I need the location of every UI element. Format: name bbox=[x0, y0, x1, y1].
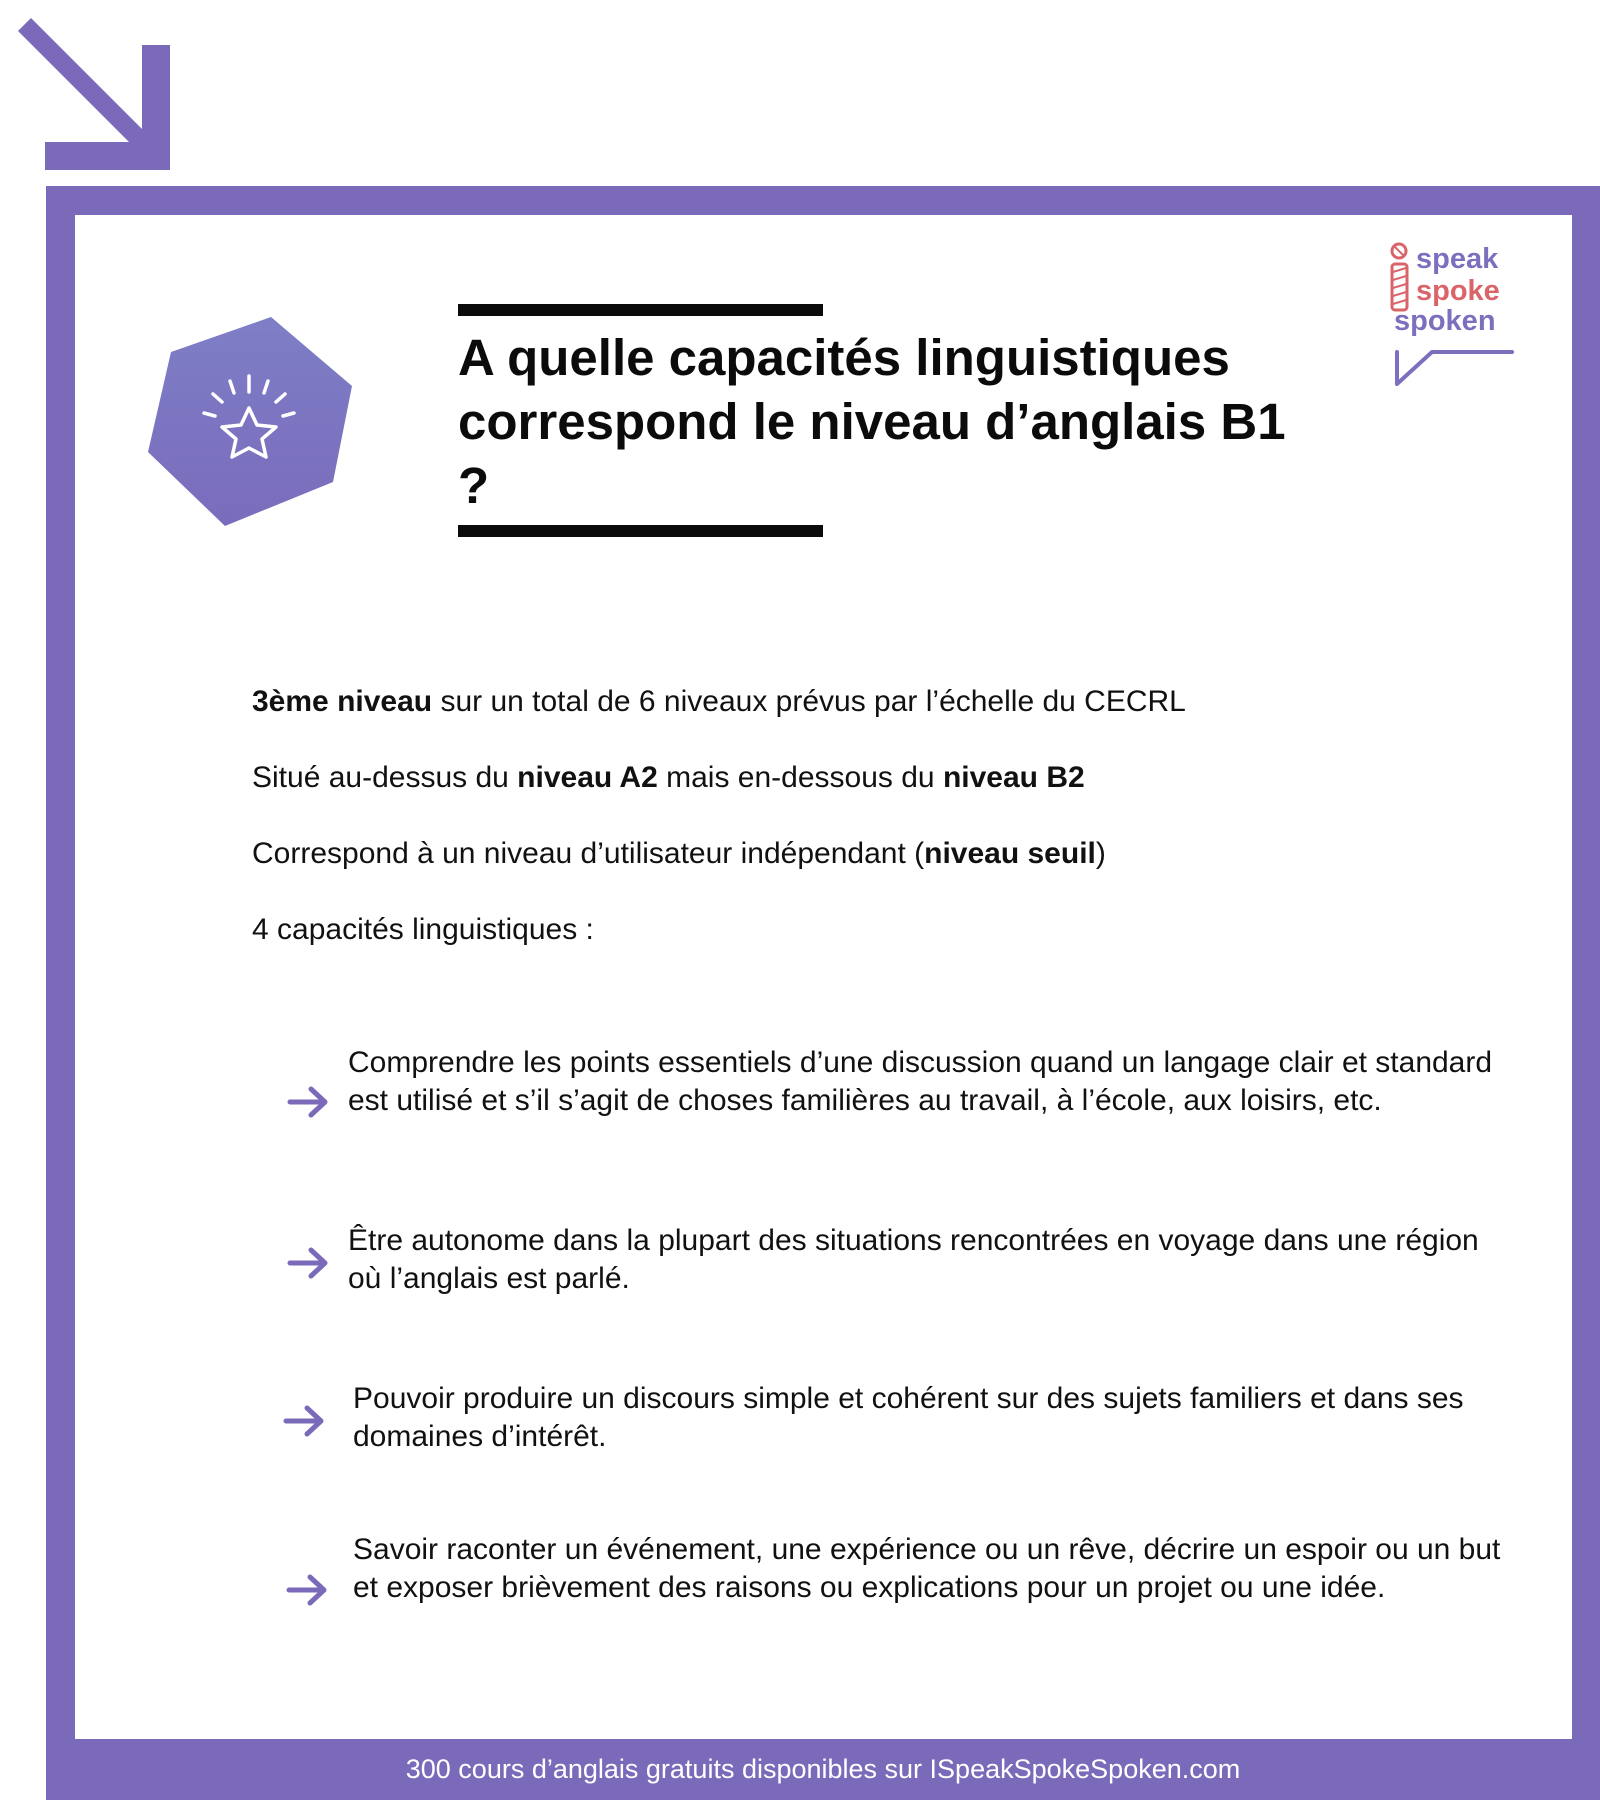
intro-block bbox=[252, 680, 1402, 984]
corner-arrow-icon bbox=[18, 18, 178, 178]
intro-line-level bbox=[252, 680, 1402, 756]
intro-line-capacities bbox=[252, 908, 1402, 984]
brand-logo bbox=[1388, 242, 1518, 402]
title-bottom-rule bbox=[458, 525, 823, 537]
intro-line-user bbox=[252, 832, 1402, 908]
intro-position-text-b: mais en-dessous du bbox=[657, 761, 943, 794]
logo-i-icon bbox=[1388, 242, 1416, 312]
logo-word-spoken: spoken bbox=[1394, 305, 1496, 337]
intro-position-text-a: Situé au-dessus du bbox=[252, 761, 518, 794]
speech-bubble-icon bbox=[1394, 348, 1516, 388]
intro-user-text-b: ) bbox=[1095, 837, 1106, 870]
footer-text: 300 cours d’anglais gratuits disponibles sur ISpeakSpokeSpoken.com bbox=[405, 1754, 1241, 1784]
intro-level-bold: 3ème niveau bbox=[252, 685, 433, 718]
arrow-right-icon bbox=[286, 1573, 330, 1607]
arrow-right-icon bbox=[287, 1085, 331, 1119]
intro-user-text-a: Correspond à un niveau d’utilisateur indépendant ( bbox=[252, 837, 925, 870]
intro-position-a2: niveau A2 bbox=[517, 761, 658, 794]
logo-word-spoke: spoke bbox=[1416, 275, 1500, 307]
arrow-right-icon bbox=[287, 1246, 331, 1280]
list-item-text: Pouvoir produire un discours simple et cohérent sur des sujets familiers et dans ses domaines d’intérêt. bbox=[353, 1382, 1464, 1453]
list-item-text: Savoir raconter un événement, une expérience ou un rêve, décrire un espoir ou un but et exposer brièvement des raisons ou explications pour un projet ou une idée. bbox=[353, 1533, 1501, 1604]
intro-level-text: sur un total de 6 niveaux prévus par l’échelle du CECRL bbox=[432, 685, 1186, 718]
star-badge-icon bbox=[145, 312, 360, 527]
intro-line-position bbox=[252, 756, 1402, 832]
intro-position-b2: niveau B2 bbox=[942, 761, 1085, 794]
intro-user-bold: niveau seuil bbox=[924, 837, 1096, 870]
list-item-text: Être autonome dans la plupart des situations rencontrées en voyage dans une région où l’anglais est parlé. bbox=[348, 1224, 1479, 1295]
arrow-right-icon bbox=[283, 1404, 327, 1438]
page-title: A quelle capacités linguistiques correspond le niveau d’anglais B1 ? bbox=[458, 329, 1286, 514]
title-top-rule bbox=[458, 304, 823, 316]
intro-capacities-text: 4 capacités linguistiques : bbox=[252, 913, 594, 946]
list-item-text: Comprendre les points essentiels d’une discussion quand un langage clair et standard est utilisé et s’il s’agit de choses familières au travail, à l’école, aux loisirs, etc. bbox=[348, 1046, 1493, 1117]
logo-word-speak: speak bbox=[1416, 243, 1499, 275]
